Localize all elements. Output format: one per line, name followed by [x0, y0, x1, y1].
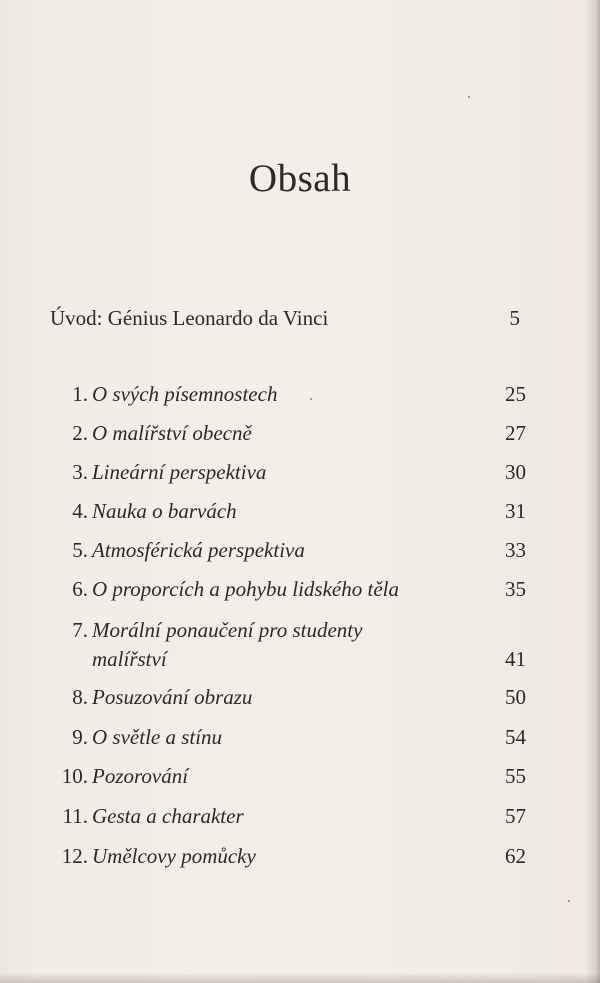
- scan-speck: [468, 96, 470, 98]
- toc-entry-label: O malířství obecně: [92, 421, 252, 445]
- toc-entry-label: Atmosférická perspektiva: [92, 538, 305, 562]
- toc-entry-page: 33: [505, 538, 526, 562]
- toc-entry-page: 27: [505, 421, 526, 445]
- toc-entry-label: O světle a stínu: [92, 725, 223, 749]
- toc-entry-page: 30: [505, 460, 526, 484]
- toc-entry-number: 2.: [72, 421, 88, 445]
- toc-entry-page: 54: [505, 725, 526, 749]
- scan-speck: [310, 398, 312, 400]
- toc-entry-number: 12.: [61, 844, 88, 868]
- toc-entry-number: 8.: [72, 685, 88, 709]
- toc-entry-label: Posuzování obrazu: [92, 685, 253, 709]
- page-bottom-shadow: [0, 973, 600, 983]
- toc-entry-page: 35: [505, 577, 526, 601]
- toc-entry-label-continued: malířství: [92, 647, 167, 671]
- toc-entry-label: Pozorování: [92, 764, 189, 788]
- toc-entry-page: 50: [505, 685, 526, 709]
- toc-entry-page: 41: [505, 647, 526, 671]
- toc-entry-number: 5.: [72, 538, 88, 562]
- toc-entry-page: 62: [505, 844, 526, 868]
- toc-entry-7: [50, 616, 526, 674]
- page-edge-shadow: [586, 0, 600, 983]
- toc-intro-entry: [50, 306, 520, 331]
- toc-entry-label: Morální ponaučení pro studenty: [92, 618, 363, 642]
- toc-entry-number: 11.: [62, 804, 88, 828]
- toc-entry-label: Gesta a charakter: [92, 804, 244, 828]
- toc-intro-page: 5: [509, 306, 520, 330]
- toc-entry-label: O proporcích a pohybu lidského těla: [92, 577, 399, 601]
- toc-entry-page: 57: [505, 804, 526, 828]
- toc-entry-number: 1.: [72, 382, 88, 406]
- toc-entry-label: Umělcovy pomůcky: [92, 844, 256, 868]
- toc-entry-label: O svých písemnostech: [92, 382, 278, 406]
- page-title: Obsah: [248, 157, 352, 200]
- toc-entry-number: 6.: [72, 577, 88, 601]
- toc-entry-label: Nauka o barvách: [92, 499, 237, 523]
- toc-entry-page: 25: [505, 382, 526, 406]
- toc-entry-number: 7.: [72, 618, 88, 642]
- scan-speck: [568, 900, 570, 902]
- toc-entry-label: Lineární perspektiva: [92, 460, 267, 484]
- toc-entry-page: 31: [505, 499, 526, 523]
- toc-intro-label: Úvod: Génius Leonardo da Vinci: [50, 306, 329, 330]
- toc-entry-number: 10.: [61, 764, 88, 788]
- toc-entry-number: 4.: [72, 499, 88, 523]
- toc-entry-number: 3.: [72, 460, 88, 484]
- toc-entry-page: 55: [505, 764, 526, 788]
- toc-entry-number: 9.: [72, 725, 88, 749]
